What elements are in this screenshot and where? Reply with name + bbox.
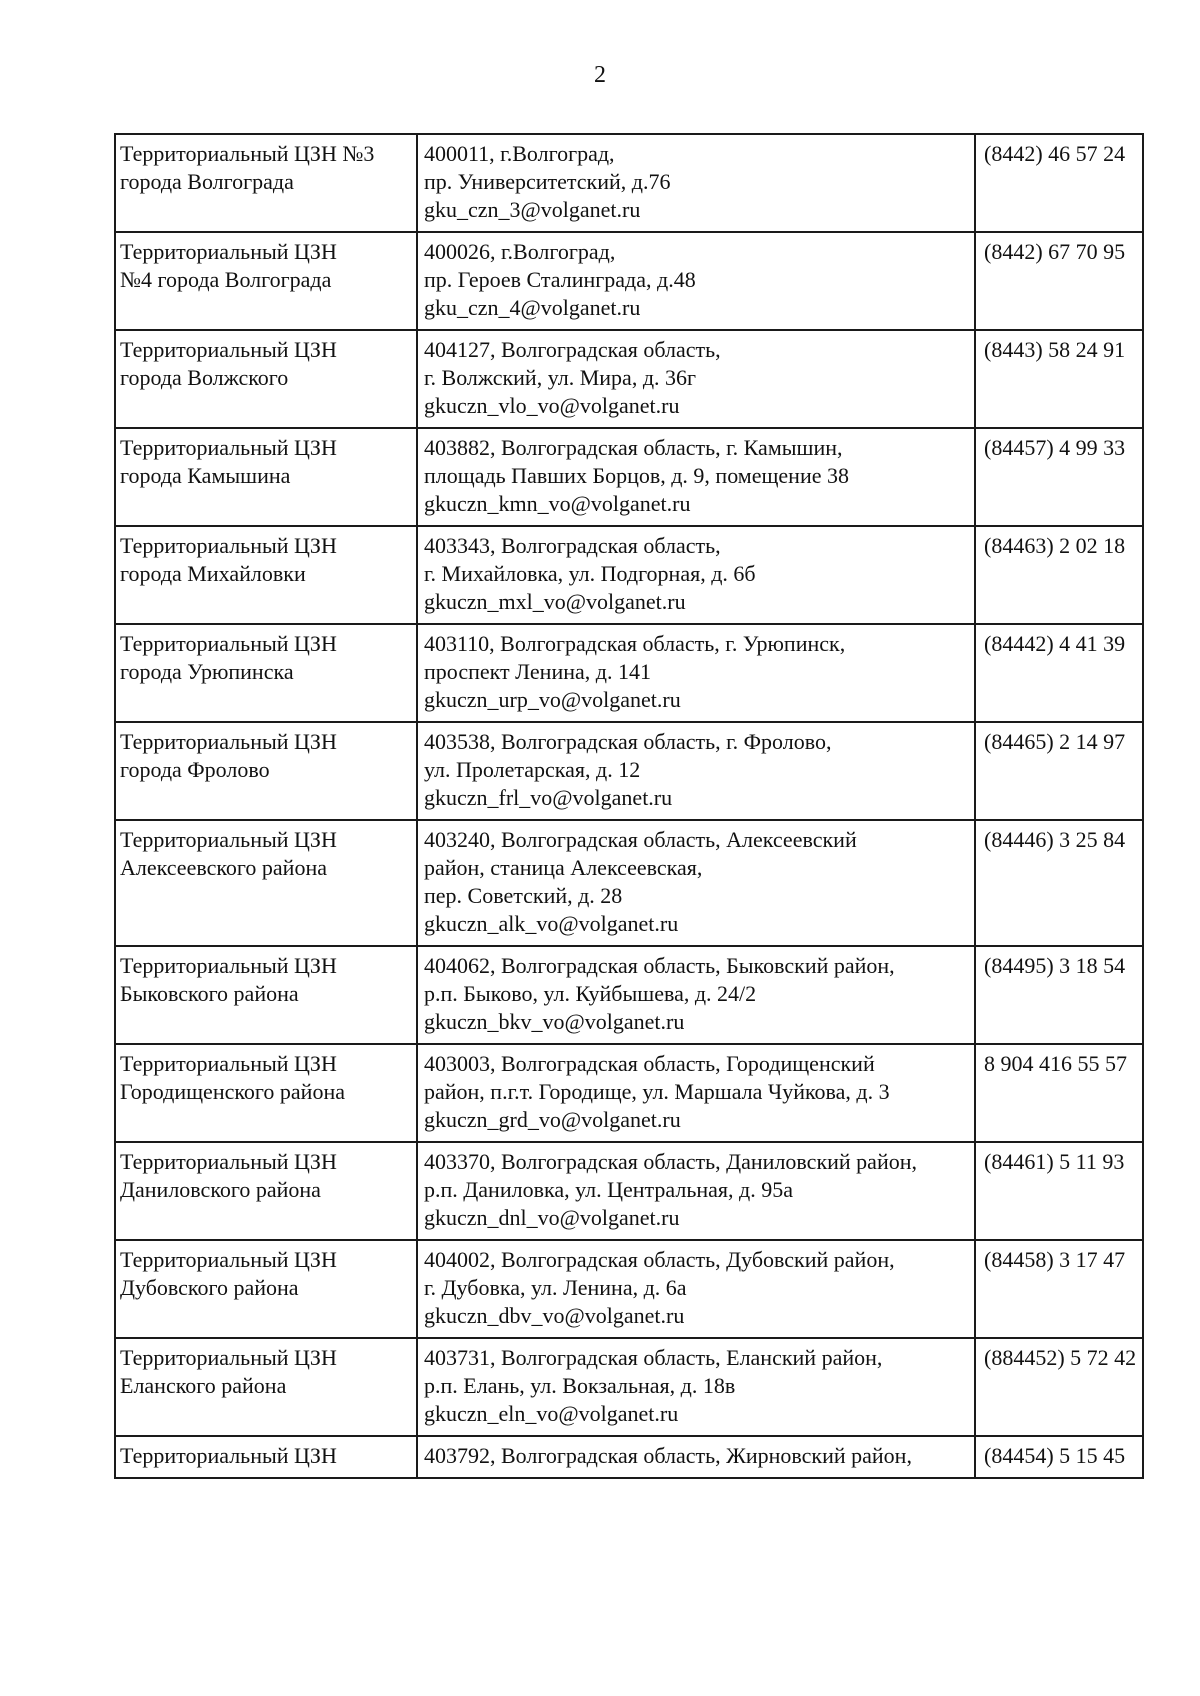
table-row <box>115 134 1143 232</box>
center-name-cell <box>115 1142 417 1240</box>
address-line: р.п. Быково, ул. Куйбышева, д. 24/2 <box>424 981 757 1006</box>
center-name-cell <box>115 1044 417 1142</box>
center-name-cell <box>115 1240 417 1338</box>
address-line: 403882, Волгоградская область, г. Камышин, <box>424 435 843 460</box>
phone-cell <box>975 330 1143 428</box>
table-row <box>115 1436 1143 1478</box>
address-line: 403731, Волгоградская область, Еланский район, <box>424 1345 883 1370</box>
phone-number: (84442) 4 41 39 <box>984 631 1126 656</box>
address-cell <box>417 134 975 232</box>
address-line: gkuczn_frl_vo@volganet.ru <box>424 785 673 810</box>
address-line: gkuczn_alk_vo@volganet.ru <box>424 911 679 936</box>
address-line: gku_czn_4@volganet.ru <box>424 295 641 320</box>
address-line: 403343, Волгоградская область, <box>424 533 721 558</box>
center-name-cell <box>115 134 417 232</box>
center-name-line: города Михайловки <box>120 561 306 586</box>
center-name-line: города Волгограда <box>120 169 294 194</box>
center-name-cell <box>115 330 417 428</box>
address-line: gkuczn_urp_vo@volganet.ru <box>424 687 681 712</box>
center-name-cell <box>115 1436 417 1478</box>
address-line: gkuczn_kmn_vo@volganet.ru <box>424 491 691 516</box>
center-name-cell <box>115 428 417 526</box>
phone-cell <box>975 820 1143 946</box>
center-name-line: города Камышина <box>120 463 291 488</box>
address-line: проспект Ленина, д. 141 <box>424 659 651 684</box>
address-line: 403792, Волгоградская область, Жирновский район, <box>424 1443 912 1468</box>
address-cell <box>417 946 975 1044</box>
table-row <box>115 624 1143 722</box>
phone-number: (8442) 46 57 24 <box>984 141 1126 166</box>
address-line: 404002, Волгоградская область, Дубовский район, <box>424 1247 895 1272</box>
center-name-line: Территориальный ЦЗН <box>120 337 337 362</box>
center-name-cell <box>115 1338 417 1436</box>
address-line: пер. Советский, д. 28 <box>424 883 623 908</box>
address-cell <box>417 1044 975 1142</box>
address-cell <box>417 722 975 820</box>
center-name-line: Еланского района <box>120 1373 287 1398</box>
table-row <box>115 330 1143 428</box>
center-name-line: Даниловского района <box>120 1177 321 1202</box>
phone-number: (8442) 67 70 95 <box>984 239 1126 264</box>
address-cell <box>417 1338 975 1436</box>
address-line: gkuczn_dnl_vo@volganet.ru <box>424 1205 680 1230</box>
table-row <box>115 946 1143 1044</box>
page-number: 2 <box>594 62 606 88</box>
address-line: 403110, Волгоградская область, г. Урюпинск, <box>424 631 846 656</box>
phone-cell <box>975 1436 1143 1478</box>
center-name-line: Территориальный ЦЗН <box>120 827 337 852</box>
address-cell <box>417 1142 975 1240</box>
address-line: 403003, Волгоградская область, Городищенский <box>424 1051 875 1076</box>
address-cell <box>417 1240 975 1338</box>
address-line: 403538, Волгоградская область, г. Фролово, <box>424 729 832 754</box>
center-name-cell <box>115 946 417 1044</box>
address-cell <box>417 820 975 946</box>
address-line: г. Михайловка, ул. Подгорная, д. 6б <box>424 561 756 586</box>
center-name-line: Городищенского района <box>120 1079 345 1104</box>
center-name-line: Территориальный ЦЗН <box>120 631 337 656</box>
center-name-line: города Фролово <box>120 757 270 782</box>
address-line: г. Дубовка, ул. Ленина, д. 6а <box>424 1275 687 1300</box>
phone-cell <box>975 946 1143 1044</box>
address-line: 404127, Волгоградская область, <box>424 337 721 362</box>
center-name-cell <box>115 820 417 946</box>
address-line: gkuczn_vlo_vo@volganet.ru <box>424 393 680 418</box>
address-line: gkuczn_mxl_vo@volganet.ru <box>424 589 686 614</box>
phone-cell <box>975 1142 1143 1240</box>
center-name-line: Территориальный ЦЗН №3 <box>120 141 375 166</box>
phone-number: (884452) 5 72 42 <box>984 1345 1137 1370</box>
center-name-line: Территориальный ЦЗН <box>120 239 337 264</box>
address-line: ул. Пролетарская, д. 12 <box>424 757 641 782</box>
center-name-line: города Волжского <box>120 365 289 390</box>
phone-cell <box>975 722 1143 820</box>
address-line: gkuczn_bkv_vo@volganet.ru <box>424 1009 685 1034</box>
table-row <box>115 1240 1143 1338</box>
address-line: пр. Университетский, д.76 <box>424 169 671 194</box>
phone-number: (84495) 3 18 54 <box>984 953 1126 978</box>
address-line: г. Волжский, ул. Мира, д. 36г <box>424 365 697 390</box>
phone-number: (84463) 2 02 18 <box>984 533 1126 558</box>
phone-cell <box>975 1240 1143 1338</box>
address-cell <box>417 330 975 428</box>
center-name-line: Территориальный ЦЗН <box>120 435 337 460</box>
table-row <box>115 232 1143 330</box>
table-row <box>115 428 1143 526</box>
phone-cell <box>975 624 1143 722</box>
address-cell <box>417 1436 975 1478</box>
phone-cell <box>975 134 1143 232</box>
center-name-line: Территориальный ЦЗН <box>120 533 337 558</box>
center-name-line: Алексеевского района <box>120 855 327 880</box>
phone-cell <box>975 1044 1143 1142</box>
center-name-line: Территориальный ЦЗН <box>120 1247 337 1272</box>
table-row <box>115 820 1143 946</box>
phone-cell <box>975 428 1143 526</box>
center-name-line: Территориальный ЦЗН <box>120 953 337 978</box>
phone-number: (84465) 2 14 97 <box>984 729 1126 754</box>
address-line: gku_czn_3@volganet.ru <box>424 197 641 222</box>
address-line: район, п.г.т. Городище, ул. Маршала Чуйкова, д. 3 <box>424 1079 890 1104</box>
table-row <box>115 1044 1143 1142</box>
center-name-cell <box>115 526 417 624</box>
address-line: р.п. Елань, ул. Вокзальная, д. 18в <box>424 1373 736 1398</box>
address-line: площадь Павших Борцов, д. 9, помещение 38 <box>424 463 849 488</box>
phone-cell <box>975 1338 1143 1436</box>
phone-number: (8443) 58 24 91 <box>984 337 1126 362</box>
center-name-line: Быковского района <box>120 981 299 1006</box>
address-line: пр. Героев Сталинграда, д.48 <box>424 267 696 292</box>
employment-centers-table <box>114 133 1144 1479</box>
address-cell <box>417 624 975 722</box>
table-row <box>115 722 1143 820</box>
phone-cell <box>975 232 1143 330</box>
address-line: р.п. Даниловка, ул. Центральная, д. 95а <box>424 1177 793 1202</box>
address-line: 400011, г.Волгоград, <box>424 141 615 166</box>
phone-number: (84446) 3 25 84 <box>984 827 1126 852</box>
phone-number: (84461) 5 11 93 <box>984 1149 1125 1174</box>
center-name-line: Территориальный ЦЗН <box>120 729 337 754</box>
center-name-line: Дубовского района <box>120 1275 299 1300</box>
table-row <box>115 526 1143 624</box>
phone-number: (84457) 4 99 33 <box>984 435 1126 460</box>
address-line: gkuczn_dbv_vo@volganet.ru <box>424 1303 685 1328</box>
address-cell <box>417 232 975 330</box>
address-line: gkuczn_grd_vo@volganet.ru <box>424 1107 681 1132</box>
phone-number: 8 904 416 55 57 <box>984 1051 1127 1076</box>
phone-number: (84458) 3 17 47 <box>984 1247 1126 1272</box>
address-line: район, станица Алексеевская, <box>424 855 703 880</box>
address-line: 404062, Волгоградская область, Быковский район, <box>424 953 895 978</box>
center-name-line: Территориальный ЦЗН <box>120 1345 337 1370</box>
table-body <box>115 134 1143 1478</box>
table-row <box>115 1338 1143 1436</box>
table-row <box>115 1142 1143 1240</box>
address-line: gkuczn_eln_vo@volganet.ru <box>424 1401 679 1426</box>
center-name-cell <box>115 722 417 820</box>
center-name-cell <box>115 624 417 722</box>
center-name-line: города Урюпинска <box>120 659 294 684</box>
center-name-cell <box>115 232 417 330</box>
center-name-line: Территориальный ЦЗН <box>120 1443 337 1468</box>
address-line: 403240, Волгоградская область, Алексеевский <box>424 827 857 852</box>
address-cell <box>417 428 975 526</box>
center-name-line: №4 города Волгограда <box>120 267 332 292</box>
phone-number: (84454) 5 15 45 <box>984 1443 1126 1468</box>
center-name-line: Территориальный ЦЗН <box>120 1051 337 1076</box>
address-line: 403370, Волгоградская область, Даниловский район, <box>424 1149 917 1174</box>
phone-cell <box>975 526 1143 624</box>
address-line: 400026, г.Волгоград, <box>424 239 616 264</box>
address-cell <box>417 526 975 624</box>
center-name-line: Территориальный ЦЗН <box>120 1149 337 1174</box>
